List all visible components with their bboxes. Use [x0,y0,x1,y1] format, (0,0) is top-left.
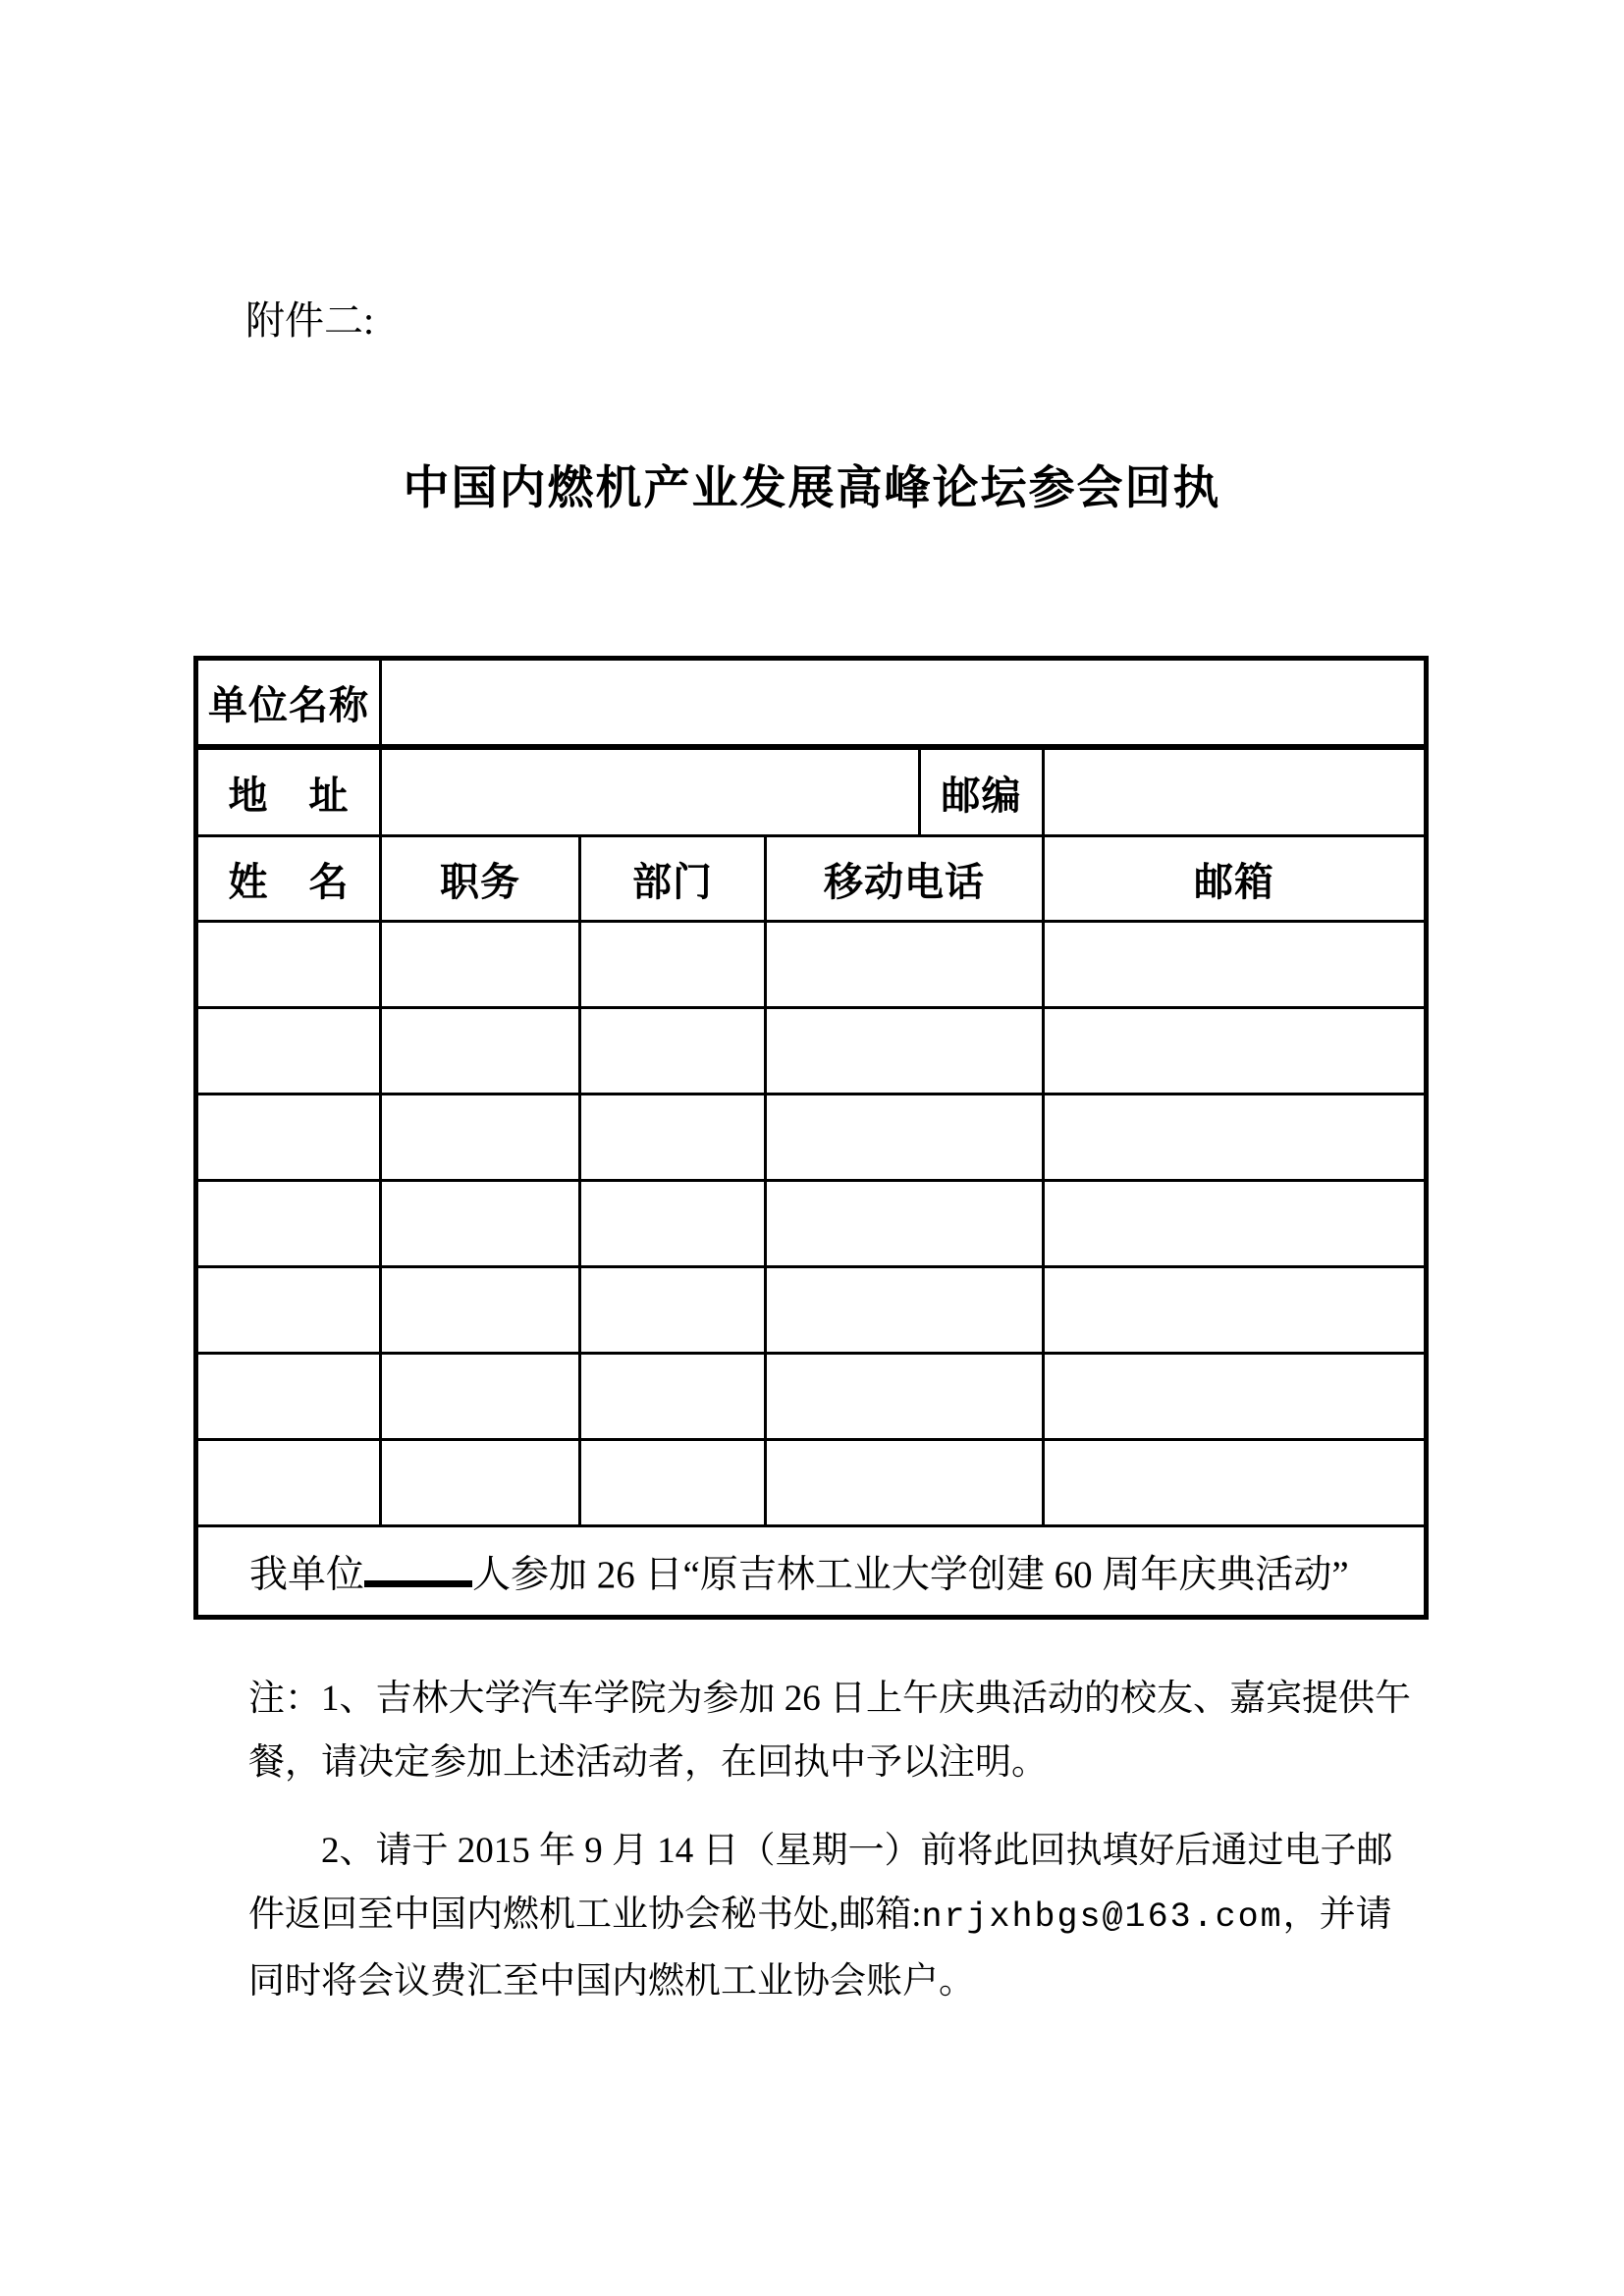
postcode-label: 邮编 [921,750,1045,834]
header-row [198,837,1424,923]
entry-cell-name[interactable] [198,1268,382,1352]
address-field[interactable] [382,750,921,834]
entry-cell-name[interactable] [198,1009,382,1093]
entry-cell-mobile[interactable] [767,1095,1045,1179]
unit-name-label: 单位名称 [198,661,382,744]
entry-cell-email[interactable] [1045,1268,1424,1352]
entry-cell-mobile[interactable] [767,1441,1045,1524]
attachment-label: 附件二: [245,298,375,343]
entry-cell-name[interactable] [198,1441,382,1524]
unit-name-row [198,661,1424,750]
entry-cell-mobile[interactable] [767,923,1045,1006]
note-2-tail: ，并请同时将会议费汇至中国内燃机工业协会账户。 [248,1895,1392,2002]
table-row [198,1441,1424,1527]
column-header-mobile: 移动电话 [767,837,1045,920]
footer-cell [198,1527,1424,1615]
notes-block [248,1667,1424,2013]
entry-cell-email[interactable] [1045,923,1424,1006]
entry-cell-position[interactable] [382,1095,581,1179]
footer-prefix: 我单位 [249,1553,365,1596]
footer-suffix: 人参加 26 日“原吉林工业大学创建 60 周年庆典活动” [472,1553,1349,1596]
footer-text [249,1544,1349,1599]
entry-cell-mobile[interactable] [767,1182,1045,1265]
page-title: 中国内燃机产业发展高峰论坛参会回执 [403,463,1221,514]
entry-cell-department[interactable] [581,1009,767,1093]
column-header-email: 邮箱 [1194,859,1274,904]
unit-name-field[interactable] [382,661,1424,744]
entry-cell-department[interactable] [581,1182,767,1265]
entry-cell-department[interactable] [581,1095,767,1179]
entry-cell-mobile[interactable] [767,1355,1045,1438]
entry-cell-position[interactable] [382,1182,581,1265]
entry-cell-email[interactable] [1045,1009,1424,1093]
note-2-text: 2、请于 2015 年 9 月 14 日（星期一）前将此回执填好后通过电子邮件返回至中国内燃机工业协会秘书处,邮箱: [248,1831,1393,1935]
address-label: 地 址 [198,750,382,834]
footer-row [198,1527,1424,1615]
entry-cell-position[interactable] [382,1355,581,1438]
entry-cell-position[interactable] [382,1009,581,1093]
column-header-name: 姓 名 [198,837,382,920]
table-row [198,1355,1424,1441]
table-row [198,923,1424,1009]
entry-cell-mobile[interactable] [767,1268,1045,1352]
entry-cell-mobile[interactable] [767,1009,1045,1093]
email-address: nrjxhbgs@163.com [921,1897,1283,1937]
table-row [198,1009,1424,1095]
entry-cell-department[interactable] [581,1441,767,1524]
entry-cell-department[interactable] [581,1355,767,1438]
entry-cell-position[interactable] [382,923,581,1006]
entry-cell-email[interactable] [1045,1355,1424,1438]
entry-cell-name[interactable] [198,1095,382,1179]
entry-cell-email[interactable] [1045,1095,1424,1179]
entry-cell-email[interactable] [1045,1441,1424,1524]
note-2 [248,1819,1424,2013]
address-row [198,750,1424,837]
entry-rows [198,923,1424,1527]
table-row [198,1268,1424,1355]
note-1: 注：1、吉林大学汽车学院为参加 26 日上午庆典活动的校友、嘉宾提供午餐，请决定参加上述活动者，在回执中予以注明。 [248,1679,1411,1783]
entry-cell-department[interactable] [581,923,767,1006]
entry-cell-position[interactable] [382,1268,581,1352]
table-row [198,1095,1424,1182]
column-header-position: 职务 [382,837,581,920]
entry-cell-name[interactable] [198,1355,382,1438]
column-header-department: 部门 [581,837,767,920]
table-row [198,1182,1424,1268]
entry-cell-department[interactable] [581,1268,767,1352]
fill-in-blank[interactable] [364,1575,472,1587]
reply-form-table [193,656,1429,1620]
entry-cell-email[interactable] [1045,1182,1424,1265]
postcode-field[interactable] [1045,750,1424,834]
entry-cell-name[interactable] [198,923,382,1006]
entry-cell-position[interactable] [382,1441,581,1524]
entry-cell-name[interactable] [198,1182,382,1265]
